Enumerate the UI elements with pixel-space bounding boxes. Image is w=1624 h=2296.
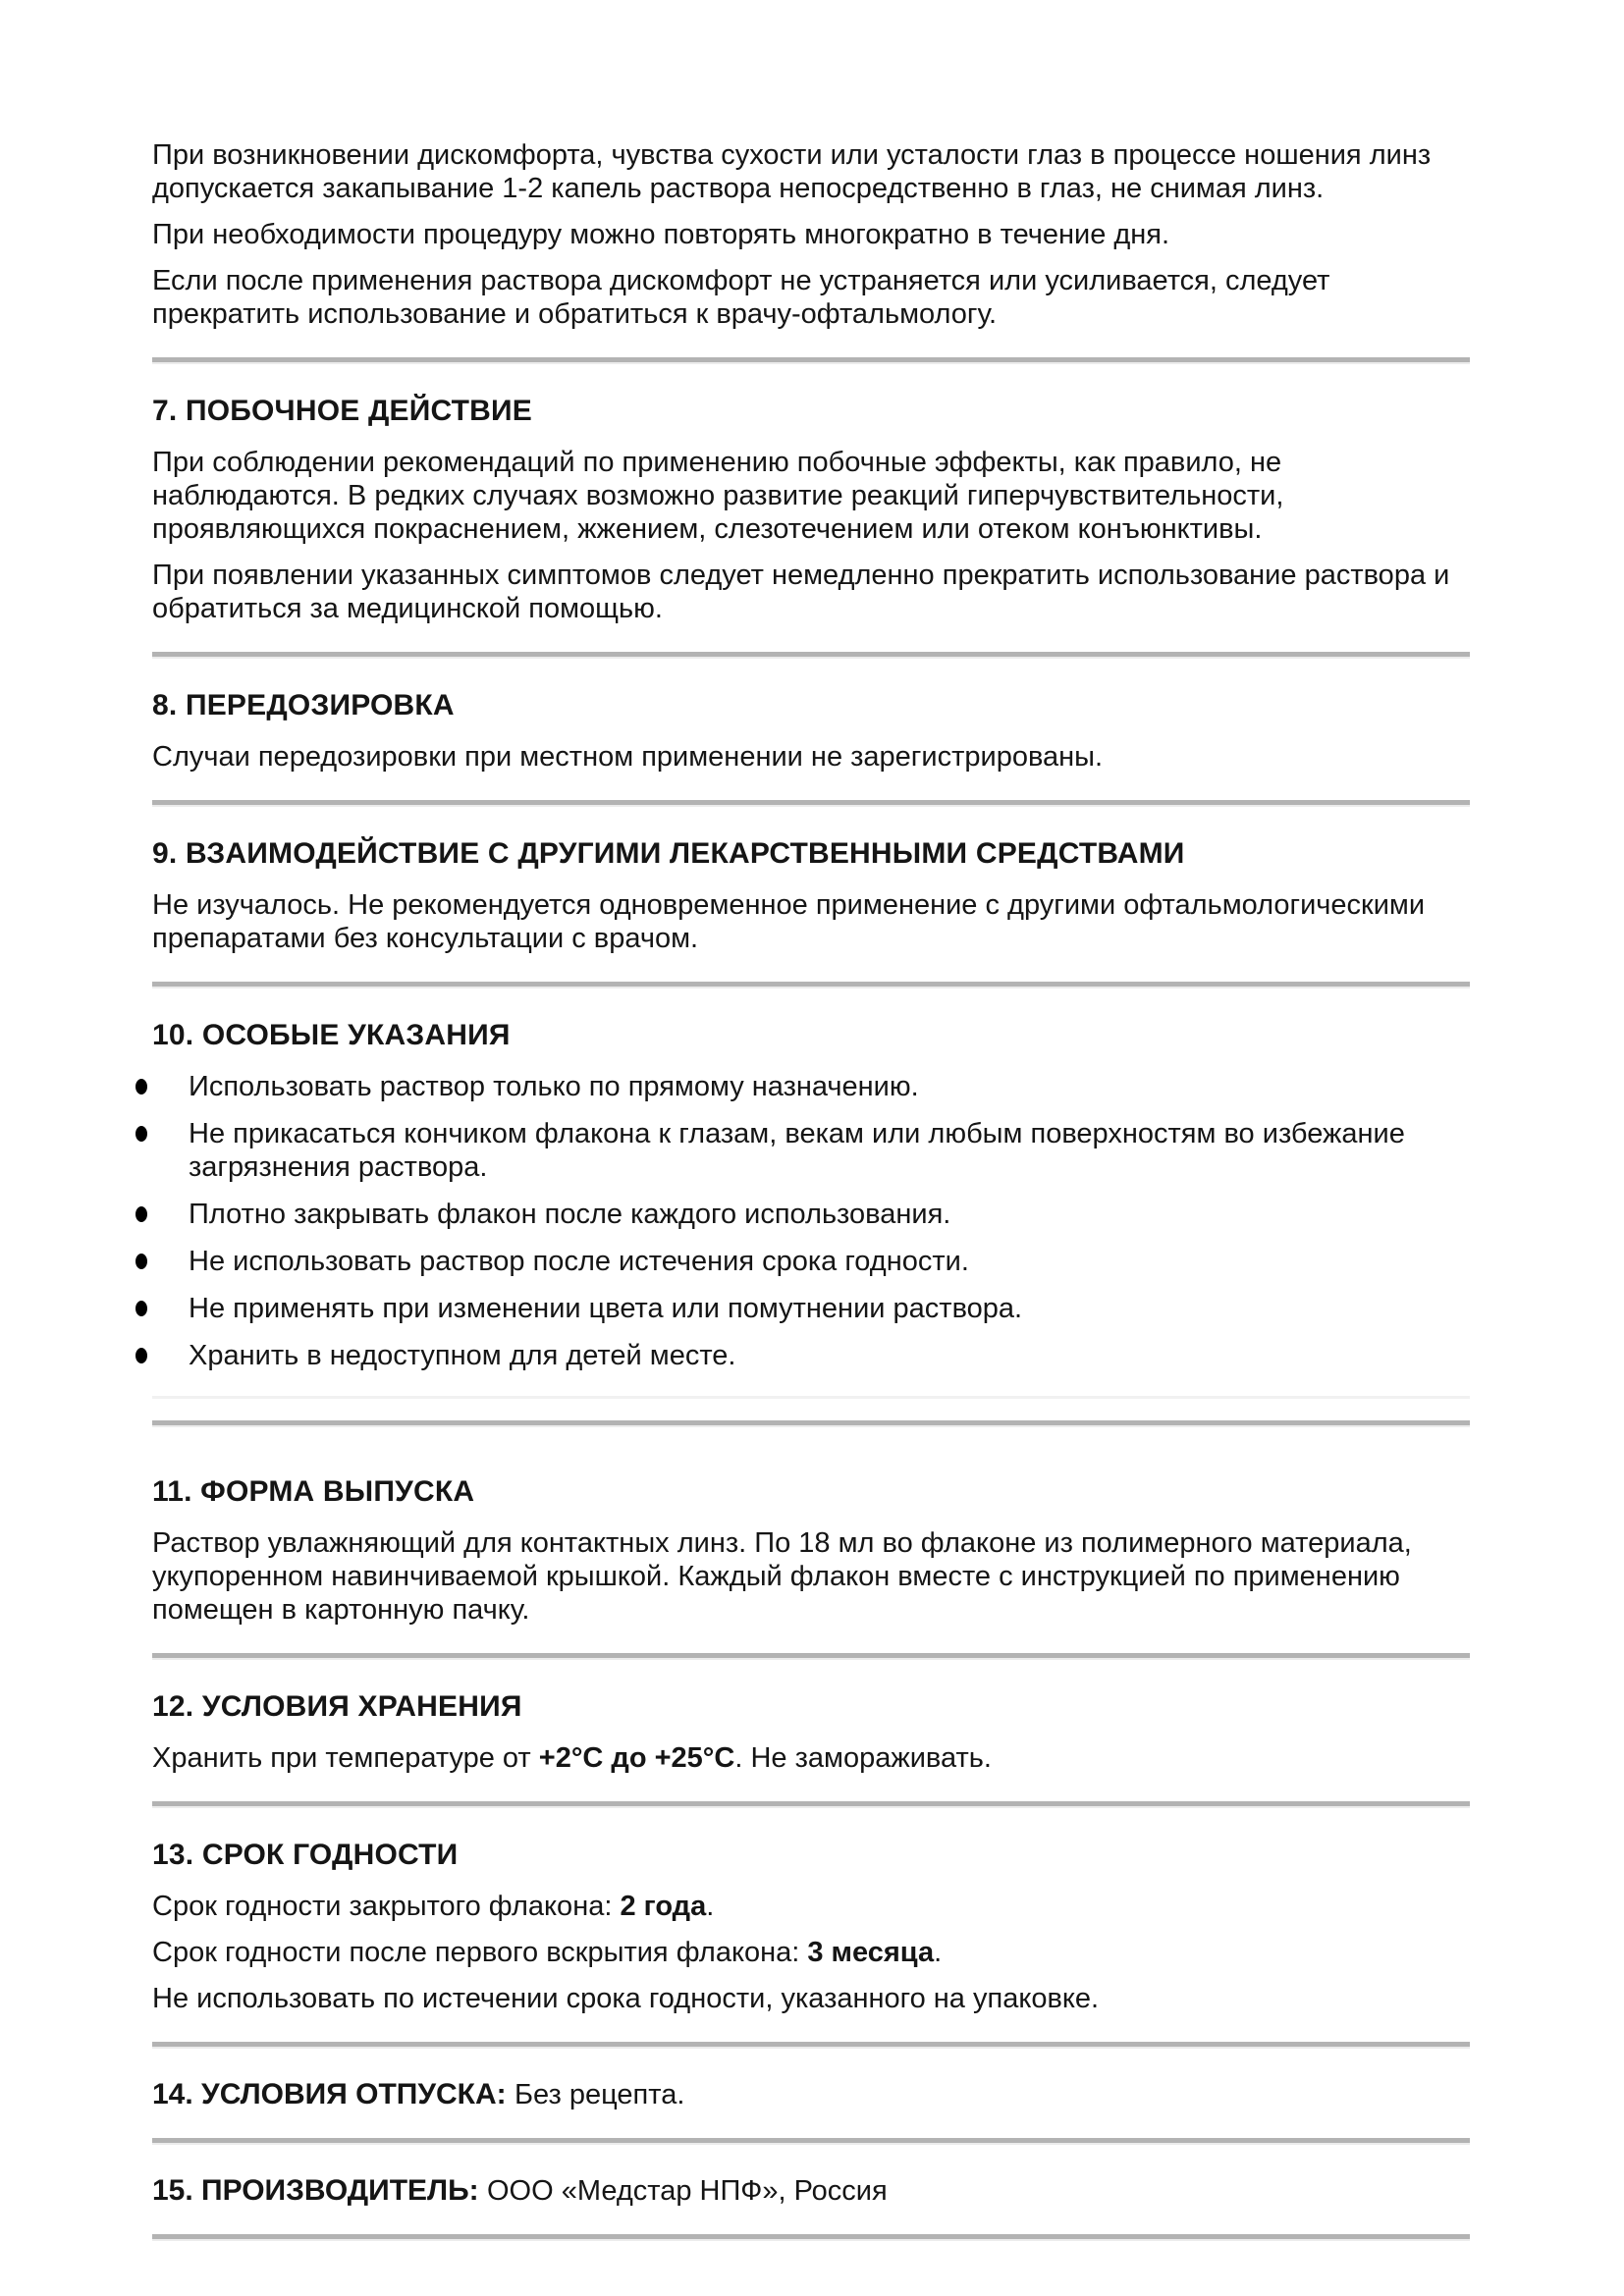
bullet-icon <box>135 1079 147 1095</box>
section-13-paragraph-1 <box>152 1890 1470 1923</box>
section-13-paragraph-3: Не использовать по истечении срока годности, указанного на упаковке. <box>152 1983 1100 2014</box>
section-12-storage-conditions <box>152 1689 1470 1775</box>
shelf-life-closed-post: . <box>706 1891 715 1922</box>
section-14-value: Без рецепта. <box>514 2079 685 2110</box>
bullet-icon <box>135 1206 147 1222</box>
list-item <box>152 1292 1470 1325</box>
section-14-dispensing-conditions <box>152 2078 1470 2111</box>
section-7-paragraph-1: При соблюдении рекомендаций по применению побочные эффекты, как правило, не наблюдаются. В редких случаях возможно развитие реакций гиперчувствительности, проявляющихся покраснением, жжением, слезотечением или отеком конъюнктивы. <box>152 447 1284 545</box>
section-15-manufacturer <box>152 2174 1470 2208</box>
section-11-paragraph-1: Раствор увлажняющий для контактных линз. По 18 мл во флаконе из полимерного материала, укупоренном навинчиваемой крышкой. Каждый флакон вместе с инструкцией по применению помещен в картонную пачку. <box>152 1527 1412 1626</box>
intro-paragraph-3: Если после применения раствора дискомфорт не устраняется или усиливается, следует прекратить использование и обратиться к врачу-офтальмологу. <box>152 265 1330 330</box>
list-item-text: Не использовать раствор после истечения срока годности. <box>189 1246 969 1277</box>
section-divider <box>152 2234 1470 2241</box>
section-divider <box>152 2138 1470 2145</box>
list-item <box>152 1070 1470 1103</box>
section-11-heading: 11. ФОРМА ВЫПУСКА <box>152 1475 475 1508</box>
section-15-label: 15. ПРОИЗВОДИТЕЛЬ: <box>152 2174 487 2207</box>
bullet-icon <box>135 1126 147 1142</box>
shelf-life-opened-pre: Срок годности после первого вскрытия флакона: <box>152 1937 808 1968</box>
list-item <box>152 1245 1470 1278</box>
section-divider <box>152 652 1470 659</box>
section-divider <box>152 357 1470 364</box>
storage-temperature-range: +2°С до +25°С <box>538 1742 735 1774</box>
section-14-label: 14. УСЛОВИЯ ОТПУСКА: <box>152 2078 514 2110</box>
section-divider <box>152 1653 1470 1660</box>
section-9-interactions <box>152 836 1470 955</box>
storage-text-post: . Не замораживать. <box>734 1742 992 1774</box>
section-divider <box>152 800 1470 807</box>
special-instructions-list <box>152 1070 1470 1372</box>
section-12-paragraph-1 <box>152 1741 1470 1775</box>
section-7-heading: 7. ПОБОЧНОЕ ДЕЙСТВИЕ <box>152 395 532 427</box>
bullet-icon <box>135 1301 147 1316</box>
section-13-paragraph-2 <box>152 1936 1470 1969</box>
list-item-text: Не прикасаться кончиком флакона к глазам, векам или любым поверхностям во избежание загрязнения раствора. <box>189 1118 1405 1183</box>
shelf-life-opened-post: . <box>934 1937 943 1968</box>
section-12-heading: 12. УСЛОВИЯ ХРАНЕНИЯ <box>152 1690 522 1723</box>
section-13-shelf-life <box>152 1838 1470 2015</box>
list-item-text: Хранить в недоступном для детей месте. <box>189 1340 736 1371</box>
section-7-side-effects <box>152 394 1470 625</box>
intro-paragraph-2: При необходимости процедуру можно повторять многократно в течение дня. <box>152 219 1170 250</box>
section-9-heading: 9. ВЗАИМОДЕЙСТВИЕ С ДРУГИМИ ЛЕКАРСТВЕННЫМИ СРЕДСТВАМИ <box>152 837 1185 870</box>
section-11-release-form <box>152 1474 1470 1627</box>
list-item-text: Не применять при изменении цвета или помутнении раствора. <box>189 1293 1023 1324</box>
shelf-life-closed-value: 2 года <box>620 1891 707 1922</box>
shelf-life-closed-pre: Срок годности закрытого флакона: <box>152 1891 621 1922</box>
page-break-line <box>152 1396 1470 1399</box>
list-item <box>152 1117 1470 1184</box>
section-8-paragraph-1: Случаи передозировки при местном применении не зарегистрированы. <box>152 741 1104 773</box>
section-10-special-instructions <box>152 1018 1470 1372</box>
section-15-value: ООО «Медстар НПФ», Россия <box>486 2175 888 2207</box>
bullet-icon <box>135 1254 147 1269</box>
section-8-overdose <box>152 688 1470 774</box>
storage-text-pre: Хранить при температуре от <box>152 1742 539 1774</box>
section-8-heading: 8. ПЕРЕДОЗИРОВКА <box>152 689 455 721</box>
intro-paragraph-1: При возникновении дискомфорта, чувства сухости или усталости глаз в процессе ношения линз допускается закапывание 1-2 капель раствора непосредственно в глаз, не снимая линз. <box>152 139 1432 204</box>
section-7-paragraph-2: При появлении указанных симптомов следует немедленно прекратить использование раствора и обратиться за медицинской помощью. <box>152 560 1450 624</box>
shelf-life-opened-value: 3 месяца <box>807 1937 935 1968</box>
list-item <box>152 1198 1470 1231</box>
section-divider <box>152 2042 1470 2049</box>
section-9-paragraph-1: Не изучалось. Не рекомендуется одновременное применение с другими офтальмологическими препаратами без консультации с врачом. <box>152 889 1426 954</box>
bullet-icon <box>135 1348 147 1363</box>
section-divider <box>152 982 1470 988</box>
section-13-heading: 13. СРОК ГОДНОСТИ <box>152 1839 459 1871</box>
section-10-heading: 10. ОСОБЫЕ УКАЗАНИЯ <box>152 1019 511 1051</box>
list-item <box>152 1339 1470 1372</box>
section-divider <box>152 1801 1470 1808</box>
section-divider <box>152 1420 1470 1427</box>
list-item-text: Плотно закрывать флакон после каждого использования. <box>189 1199 951 1230</box>
list-item-text: Использовать раствор только по прямому назначению. <box>189 1071 919 1102</box>
